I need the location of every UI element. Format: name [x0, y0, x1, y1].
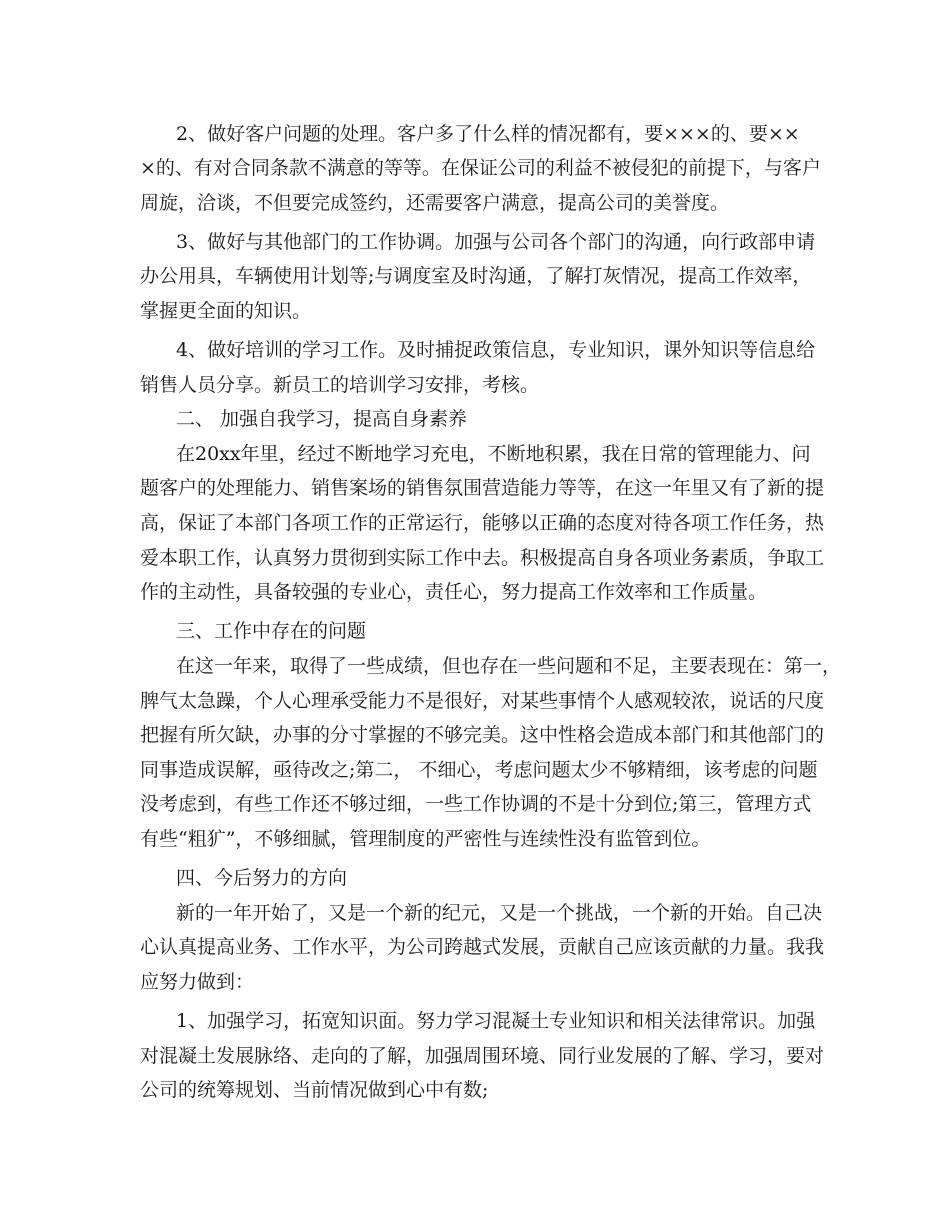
paragraph-line: 作的主动性，具备较强的专业心，责任心，努力提高工作效率和工作质量。 — [140, 581, 768, 603]
section-heading: 三、工作中存在的问题 — [176, 620, 367, 642]
paragraph-line: 在20xx年里，经过不断地学习充电，不断地积累，我在日常的管理能力、问 — [176, 443, 811, 465]
paragraph-line: 题客户的处理能力、销售案场的销售氛围营造能力等等，在这一年里又有了新的提 — [140, 477, 825, 499]
paragraph-line: 同事造成误解，亟待改之;第二， 不细心，考虑问题太少不够精细，该考虑的问题 — [140, 759, 818, 781]
paragraph-line: 爱本职工作，认真努力贯彻到实际工作中去。积极提高自身各项业务素质，争取工 — [140, 547, 825, 569]
paragraph-line: 2、做好客户问题的处理。客户多了什么样的情况都有，要×××的、要×× — [176, 123, 800, 145]
paragraph-line: 新的一年开始了，又是一个新的纪元，又是一个挑战，一个新的开始。自己决 — [176, 902, 823, 924]
paragraph-line: 没考虑到，有些工作还不够过细，一些工作协调的不是十分到位;第三，管理方式 — [140, 793, 812, 815]
paragraph-line: 应努力做到： — [140, 971, 255, 993]
paragraph-line: 对混凝土发展脉络、走向的了解，加强周围环境、同行业发展的了解、学习，要对 — [140, 1045, 825, 1067]
paragraph-line: 把握有所欠缺，办事的分寸掌握的不够完美。这中性格会造成本部门和其他部门的 — [140, 724, 825, 746]
paragraph-line: 掌握更全面的知识。 — [140, 300, 312, 322]
paragraph-line: 高，保证了本部门各项工作的正常运行，能够以正确的态度对待各项工作任务，热 — [140, 512, 825, 534]
paragraph-line: 周旋，洽谈，不但要完成签约，还需要客户满意，提高公司的美誉度。 — [140, 192, 730, 214]
paragraph-line: 心认真提高业务、工作水平，为公司跨越式发展，贡献自己应该贡献的力量。我我 — [140, 936, 825, 958]
section-heading: 二、 加强自我学习，提高自身素养 — [176, 408, 468, 430]
paragraph-line: 脾气太急躁，个人心理承受能力不是很好，对某些事情个人感观较浓，说话的尺度 — [140, 690, 825, 712]
paragraph-line: 有些“粗犷”，不够细腻，管理制度的严密性与连续性没有监管到位。 — [140, 828, 711, 850]
paragraph-line: 在这一年来，取得了一些成绩，但也存在一些问题和不足，主要表现在：第一， — [176, 655, 842, 677]
paragraph-line: 办公用具，车辆使用计划等;与调度室及时沟通，了解打灰情况，提高工作效率， — [140, 265, 812, 287]
paragraph-line: 销售人员分享。新员工的培训学习安排，考核。 — [140, 374, 540, 396]
paragraph-line: ×的、有对合同条款不满意的等等。在保证公司的利益不被侵犯的前提下，与客户 — [140, 157, 821, 179]
paragraph-line: 3、做好与其他部门的工作协调。加强与公司各个部门的沟通，向行政部申请 — [176, 231, 816, 253]
paragraph-line: 1、加强学习，拓宽知识面。努力学习混凝土专业知识和相关法律常识。加强 — [176, 1010, 816, 1032]
paragraph-line: 公司的统筹规划、当前情况做到心中有数; — [140, 1079, 489, 1101]
paragraph-line: 4、做好培训的学习工作。及时捕捉政策信息，专业知识，课外知识等信息给 — [176, 339, 816, 361]
section-heading: 四、今后努力的方向 — [176, 867, 348, 889]
